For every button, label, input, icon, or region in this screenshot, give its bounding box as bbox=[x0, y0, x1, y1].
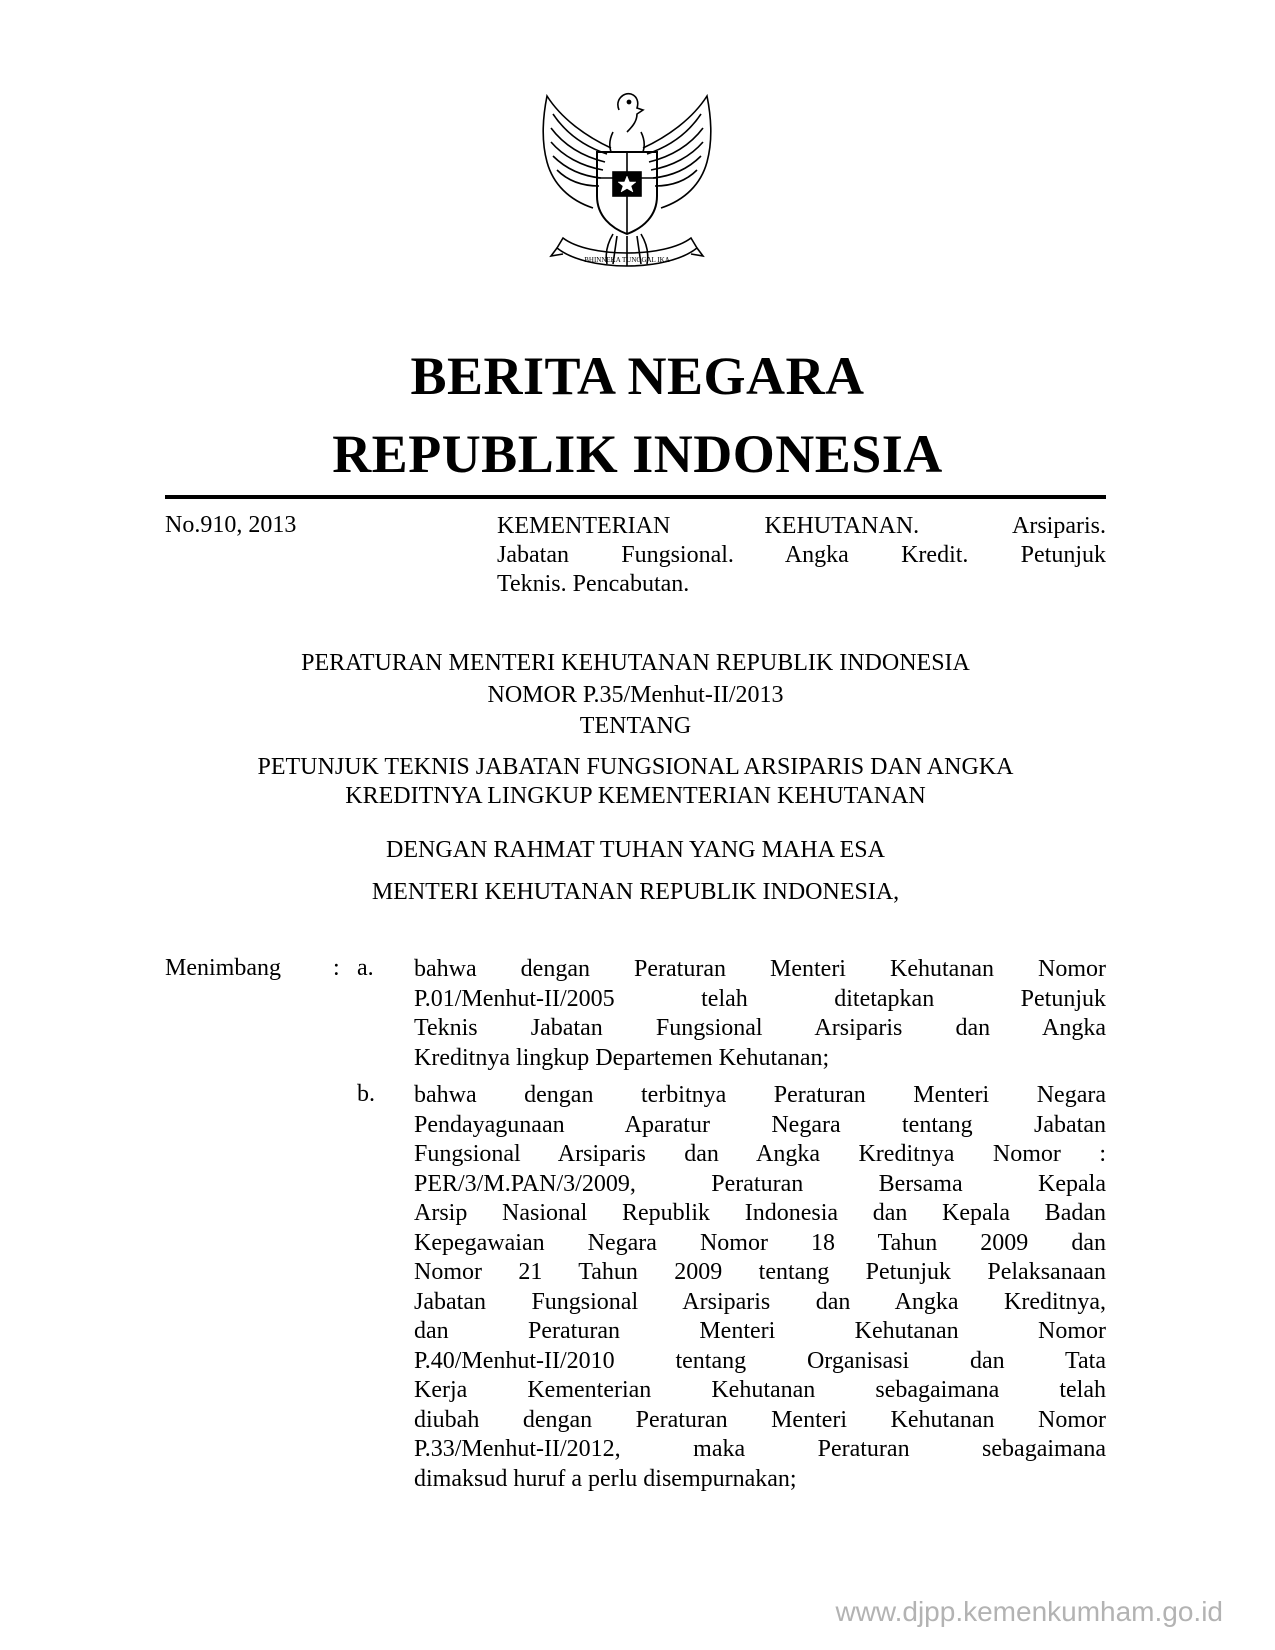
regulation-about: TENTANG bbox=[579, 713, 692, 739]
item-line: bahwa dengan Peraturan Menteri Kehutanan Nomor bbox=[414, 956, 1106, 982]
gazette-subject-line: KEMENTERIAN KEHUTANAN. Arsiparis. bbox=[497, 513, 1106, 539]
item-line: Kerja Kementerian Kehutanan sebagaimana telah bbox=[414, 1377, 1106, 1403]
page-title-line-2: REPUBLIK INDONESIA bbox=[332, 424, 943, 484]
invocation: DENGAN RAHMAT TUHAN YANG MAHA ESA bbox=[386, 837, 885, 863]
item-letter-b: b. bbox=[357, 1081, 375, 1107]
garuda-emblem-icon bbox=[533, 88, 721, 280]
item-line: Nomor 21 Tahun 2009 tentang Petunjuk Pelaksanaan bbox=[414, 1259, 1106, 1285]
item-line: dan Peraturan Menteri Kehutanan Nomor bbox=[414, 1318, 1106, 1344]
item-line: P.33/Menhut-II/2012, maka Peraturan sebagaimana bbox=[414, 1436, 1106, 1462]
footer-url[interactable]: www.djpp.kemenkumham.go.id bbox=[835, 1596, 1223, 1627]
item-text-b bbox=[414, 1081, 1106, 1494]
title-divider bbox=[165, 495, 1106, 499]
item-line: bahwa dengan terbitnya Peraturan Menteri Negara bbox=[414, 1082, 1106, 1108]
page-title-line-1: BERITA NEGARA bbox=[410, 346, 865, 406]
item-line: Arsip Nasional Republik Indonesia dan Kepala Badan bbox=[414, 1200, 1106, 1226]
regulation-subject-line-1: PETUNJUK TEKNIS JABATAN FUNGSIONAL ARSIPARIS DAN ANGKA bbox=[257, 754, 1014, 780]
item-line: P.01/Menhut-II/2005 telah ditetapkan Petunjuk bbox=[414, 985, 1106, 1012]
gazette-subject-line: Teknis. Pencabutan. bbox=[497, 571, 690, 597]
regulation-number: NOMOR P.35/Menhut-II/2013 bbox=[487, 682, 784, 708]
considering-label: Menimbang bbox=[165, 955, 281, 981]
item-letter-a: a. bbox=[357, 955, 374, 981]
item-line: dimaksud huruf a perlu disempurnakan; bbox=[414, 1465, 797, 1492]
gazette-subject bbox=[497, 512, 1106, 599]
gazette-number: No.910, 2013 bbox=[165, 512, 297, 538]
regulation-title: PERATURAN MENTERI KEHUTANAN REPUBLIK INDONESIA bbox=[301, 650, 970, 676]
item-line: Teknis Jabatan Fungsional Arsiparis dan Angka bbox=[414, 1015, 1106, 1041]
svg-text:BHINNEKA TUNGGAL IKA: BHINNEKA TUNGGAL IKA bbox=[584, 256, 670, 264]
gazette-subject-line: Jabatan Fungsional. Angka Kredit. Petunjuk bbox=[497, 542, 1106, 568]
item-line: Kreditnya lingkup Departemen Kehutanan; bbox=[414, 1044, 830, 1071]
item-line: diubah dengan Peraturan Menteri Kehutanan Nomor bbox=[414, 1406, 1106, 1433]
item-line: Kepegawaian Negara Nomor 18 Tahun 2009 dan bbox=[414, 1229, 1106, 1256]
item-text-a bbox=[414, 955, 1106, 1073]
item-line: Fungsional Arsiparis dan Angka Kreditnya Nomor : bbox=[414, 1141, 1106, 1167]
considering-colon: : bbox=[333, 955, 340, 981]
item-line: P.40/Menhut-II/2010 tentang Organisasi dan Tata bbox=[414, 1347, 1106, 1374]
issuer: MENTERI KEHUTANAN REPUBLIK INDONESIA, bbox=[371, 879, 900, 905]
regulation-subject-line-2: KREDITNYA LINGKUP KEMENTERIAN KEHUTANAN bbox=[345, 783, 926, 809]
item-line: Pendayagunaan Aparatur Negara tentang Jabatan bbox=[414, 1111, 1106, 1138]
item-line: Jabatan Fungsional Arsiparis dan Angka Kreditnya, bbox=[414, 1288, 1106, 1315]
item-line: PER/3/M.PAN/3/2009, Peraturan Bersama Kepala bbox=[414, 1170, 1106, 1197]
